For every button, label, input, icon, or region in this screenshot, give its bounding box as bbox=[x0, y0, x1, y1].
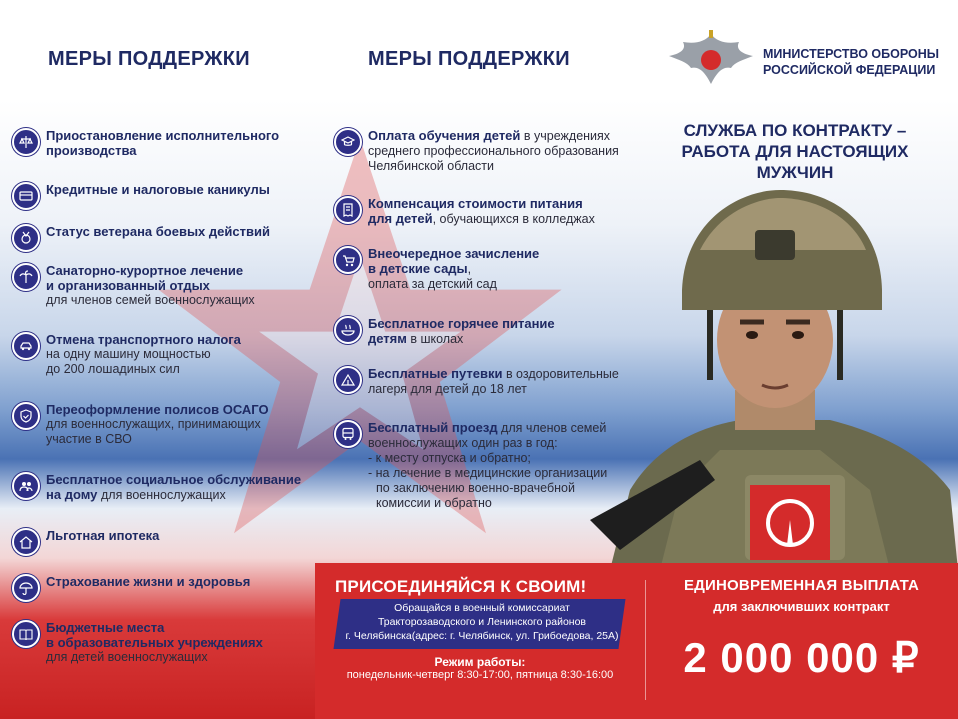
item-note-3: - к месту отпуска и обратно; bbox=[368, 451, 531, 465]
list-item bbox=[12, 472, 301, 503]
item-note: в оздоровительные bbox=[502, 367, 619, 381]
item-note-2: оплата за детский сад bbox=[368, 277, 497, 291]
medal-icon bbox=[12, 224, 40, 252]
item-title: Бесплатные путевки bbox=[368, 366, 503, 381]
item-title-2: и организованный отдых bbox=[46, 278, 210, 293]
item-note: для членов семей военнослужащих bbox=[46, 293, 255, 307]
item-note-2: до 200 лошадиных сил bbox=[46, 362, 180, 376]
double-eagle-icon bbox=[665, 28, 757, 90]
soldier-illustration bbox=[590, 190, 958, 570]
headline-line-1: СЛУЖБА ПО КОНТРАКТУ – bbox=[683, 121, 907, 140]
bus-icon bbox=[334, 420, 362, 448]
item-title-2: производства bbox=[46, 143, 137, 158]
item-title: Внеочередное зачисление bbox=[368, 246, 540, 261]
people-icon bbox=[12, 472, 40, 500]
payment-amount: 2 000 000 ₽ bbox=[683, 634, 920, 681]
item-title: Кредитные и налоговые каникулы bbox=[46, 182, 270, 197]
item-title: Переоформление полисов ОСАГО bbox=[46, 402, 269, 417]
umbrella-icon bbox=[12, 574, 40, 602]
headline-line-2: РАБОТА ДЛЯ НАСТОЯЩИХ bbox=[681, 142, 909, 161]
item-title-2: в детские сады bbox=[368, 261, 468, 276]
item-note-4: - на лечение в медицинские организации bbox=[368, 466, 608, 480]
payment-banner bbox=[645, 563, 958, 719]
item-note-2: среднего профессионального образования bbox=[368, 144, 619, 158]
item-note-6: комиссии и обратно bbox=[376, 496, 492, 510]
book-icon bbox=[12, 620, 40, 648]
banner-divider bbox=[645, 580, 646, 700]
list-item bbox=[334, 196, 595, 227]
list-item bbox=[334, 366, 619, 397]
item-note: в учреждениях bbox=[520, 129, 611, 143]
ministry-name bbox=[763, 46, 939, 78]
join-banner bbox=[315, 563, 645, 719]
item-title: Компенсация стоимости питания bbox=[368, 196, 583, 211]
list-item bbox=[12, 402, 269, 447]
item-note: , обучающихся в колледжах bbox=[432, 212, 595, 226]
item-title: Оплата обучения детей bbox=[368, 128, 521, 143]
item-note-2: участие в СВО bbox=[46, 432, 132, 446]
address-line-2: Тракторозаводского и Ленинского районов bbox=[377, 616, 587, 628]
item-title-2: детям bbox=[368, 331, 407, 346]
stroller-icon bbox=[334, 246, 362, 274]
header bbox=[0, 0, 958, 100]
headline bbox=[640, 120, 950, 183]
list-item bbox=[12, 182, 270, 210]
item-note-3: Челябинской области bbox=[368, 159, 494, 173]
item-note-2: лагеря для детей до 18 лет bbox=[368, 382, 527, 396]
list-item bbox=[12, 128, 279, 158]
house-icon bbox=[12, 528, 40, 556]
headline-line-3: МУЖЧИН bbox=[756, 163, 834, 182]
left-section-title: МЕРЫ ПОДДЕРЖКИ bbox=[48, 48, 250, 70]
working-hours: понедельник-четверг 8:30-17:00, пятница 8:30-16:00 bbox=[346, 669, 614, 681]
receipt-icon bbox=[334, 196, 362, 224]
item-title: Приостановление исполнительного bbox=[46, 128, 280, 143]
join-title: ПРИСОЕДИНЯЙСЯ К СВОИМ! bbox=[335, 577, 587, 596]
item-title-2: в образовательных учреждениях bbox=[46, 635, 263, 650]
list-item bbox=[334, 246, 539, 292]
item-note: для членов семей bbox=[497, 421, 607, 435]
list-item bbox=[334, 420, 607, 511]
hours-title: Режим работы: bbox=[434, 655, 526, 669]
item-note: в школах bbox=[406, 332, 464, 346]
list-item bbox=[12, 263, 255, 308]
car-icon bbox=[12, 332, 40, 360]
item-title: Бесплатное горячее питание bbox=[368, 316, 555, 331]
item-title: Бесплатный проезд bbox=[368, 420, 498, 435]
list-item bbox=[334, 128, 619, 174]
list-item bbox=[334, 316, 555, 347]
list-item bbox=[12, 574, 250, 602]
shield-check-icon bbox=[12, 402, 40, 430]
payment-title: ЕДИНОВРЕМЕННАЯ ВЫПЛАТА bbox=[683, 577, 920, 594]
address-line-3: г. Челябинска(адрес: г. Челябинск, ул. Грибоедова, 25А) bbox=[345, 630, 619, 642]
list-item bbox=[12, 620, 263, 665]
ministry-logo bbox=[665, 28, 945, 88]
list-item bbox=[12, 224, 270, 252]
address-line-1: Обращайся в военный комиссариат bbox=[394, 602, 570, 614]
palm-tree-icon bbox=[12, 263, 40, 291]
list-item bbox=[12, 528, 159, 556]
item-title-2: для детей bbox=[368, 211, 433, 226]
item-title: Бюджетные места bbox=[46, 620, 165, 635]
item-note: для военнослужащих, принимающих bbox=[46, 417, 261, 431]
tent-icon bbox=[334, 366, 362, 394]
item-title: Статус ветерана боевых действий bbox=[46, 224, 270, 239]
item-title: Бесплатное социальное обслуживание bbox=[46, 472, 302, 487]
item-note: на одну машину мощностью bbox=[46, 347, 211, 361]
meal-icon bbox=[334, 316, 362, 344]
scales-icon bbox=[12, 128, 40, 156]
graduation-icon bbox=[334, 128, 362, 156]
ministry-line-1: МИНИСТЕРСТВО ОБОРОНЫ bbox=[763, 47, 939, 61]
item-note: для военнослужащих bbox=[101, 488, 226, 502]
item-title-2: на дому bbox=[46, 487, 98, 502]
item-note-2: военнослужащих один раз в год: bbox=[368, 436, 558, 450]
item-note: , bbox=[467, 262, 472, 276]
ministry-line-2: РОССИЙСКОЙ ФЕДЕРАЦИИ bbox=[763, 63, 936, 77]
list-item bbox=[12, 332, 241, 377]
credit-card-icon bbox=[12, 182, 40, 210]
address-text bbox=[337, 601, 627, 643]
item-note-5: по заключению военно-врачебной bbox=[376, 481, 575, 495]
payment-subtitle: для заключивших контракт bbox=[713, 599, 890, 614]
item-title: Санаторно-курортное лечение bbox=[46, 263, 244, 278]
middle-section-title: МЕРЫ ПОДДЕРЖКИ bbox=[368, 48, 570, 70]
item-title: Страхование жизни и здоровья bbox=[46, 574, 251, 589]
item-title: Отмена транспортного налога bbox=[46, 332, 241, 347]
item-title: Льготная ипотека bbox=[46, 528, 160, 543]
item-note: для детей военнослужащих bbox=[46, 650, 208, 664]
